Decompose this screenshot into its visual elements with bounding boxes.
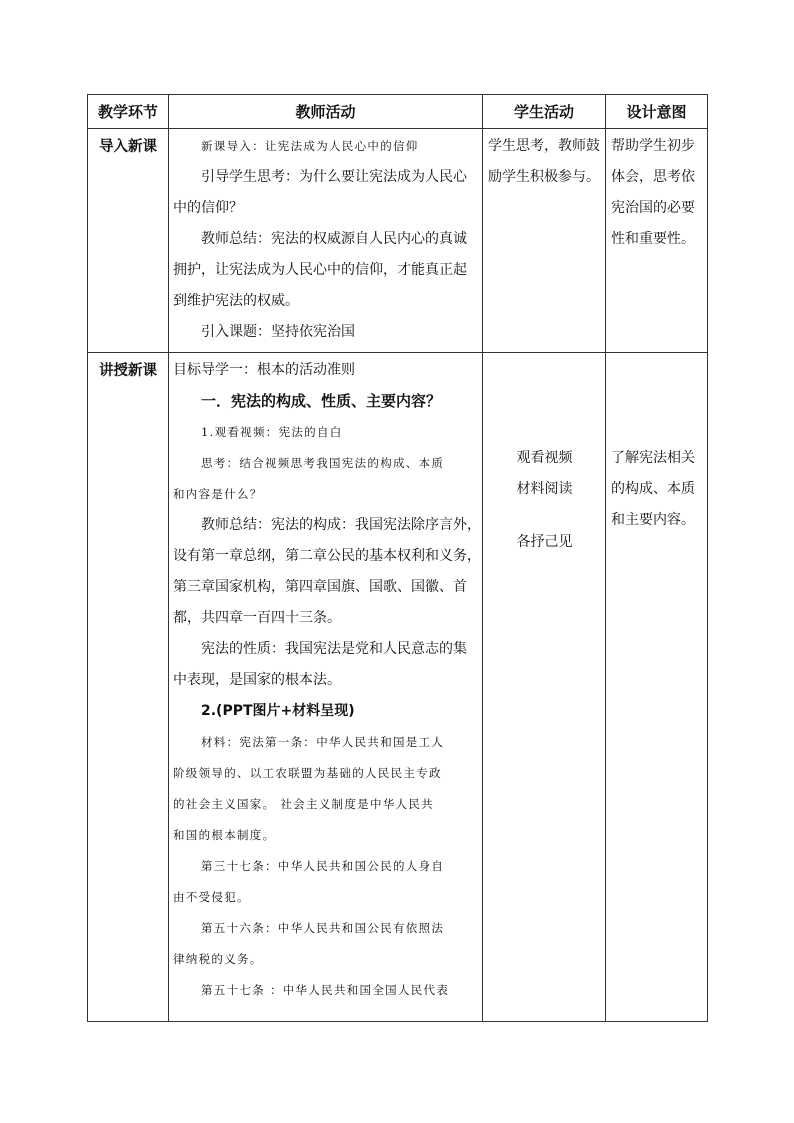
teacher-line: 2.(PPT图片+材料呈现)	[201, 703, 355, 719]
student-line: 学生思考，教师鼓	[488, 138, 600, 154]
teacher-line: 到维护宪法的权威。	[173, 293, 299, 309]
spacer	[488, 505, 601, 527]
header-stage: 教学环节	[88, 95, 169, 129]
teacher-line: 中的信仰？	[173, 200, 243, 216]
teacher-line: 中表现，是国家的根本法。	[173, 672, 341, 688]
teacher-line: 第五十七条 ：中华人民共和国全国人民代表	[201, 983, 450, 997]
teacher-line: 目标导学一：根本的活动准则	[173, 362, 355, 378]
teacher-line: 教师总结：宪法的构成：我国宪法除序言外，	[201, 517, 481, 533]
student-line: 材料阅读	[516, 481, 573, 497]
student-line: 各抒己见	[516, 534, 573, 550]
intent-line: 宪治国的必要	[611, 200, 695, 216]
teacher-activity-cell	[169, 129, 483, 353]
teacher-activity-cell	[169, 353, 483, 1022]
teacher-line: 的社会主义国家。 社会主义制度是中华人民共	[173, 797, 434, 811]
student-activity-cell	[483, 353, 606, 1022]
table-row	[88, 353, 708, 1022]
header-student-activity: 学生活动	[483, 95, 606, 129]
teacher-line: 第三章国家机构，第四章国旗、国歌、国徽、首	[173, 579, 467, 595]
design-intent-cell	[606, 129, 708, 353]
stage-cell: 导入新课	[88, 129, 169, 353]
teacher-line: 材料：宪法第一条：中华人民共和国是工人	[201, 735, 445, 749]
teacher-line: 引导学生思考：为什么要让宪法成为人民心	[201, 169, 467, 185]
intent-line: 体会，思考依	[611, 169, 695, 185]
design-intent-cell	[606, 353, 708, 1022]
student-activity-cell	[483, 129, 606, 353]
intent-line: 性和重要性。	[611, 231, 695, 247]
teacher-line: 引入课题：坚持依宪治国	[201, 324, 355, 340]
teacher-line: 第三十七条：中华人民共和国公民的人身自	[201, 859, 445, 873]
intent-line: 了解宪法相关	[611, 450, 695, 466]
stage-cell: 讲授新课	[88, 353, 169, 1022]
intent-line: 和主要内容。	[611, 512, 695, 528]
teacher-line: 设有第一章总纲，第二章公民的基本权利和义务，	[173, 548, 481, 564]
teacher-line: 拥护，让宪法成为人民心中的信仰，才能真正起	[173, 262, 467, 278]
teacher-line: 由不受侵犯。	[173, 890, 250, 904]
student-line: 观看视频	[516, 450, 573, 466]
lesson-plan-table	[87, 94, 708, 1022]
teacher-line: 都，共四章一百四十三条。	[173, 610, 341, 626]
header-row	[88, 95, 708, 129]
intent-line: 的构成、本质	[611, 481, 695, 497]
student-line: 励学生积极参与。	[488, 169, 600, 185]
teacher-line: 教师总结：宪法的权威源自人民内心的真诚	[201, 231, 467, 247]
teacher-line: 新课导入：让宪法成为人民心中的信仰	[201, 139, 419, 153]
teacher-line: 和内容是什么？	[173, 487, 263, 501]
teacher-line: 律纳税的义务。	[173, 952, 263, 966]
table-row	[88, 129, 708, 353]
teacher-line: 宪法的性质：我国宪法是党和人民意志的集	[201, 641, 467, 657]
header-teacher-activity: 教师活动	[169, 95, 483, 129]
teacher-line: 一．宪法的构成、性质、主要内容？	[201, 392, 442, 410]
teacher-line: 第五十六条：中华人民共和国公民有依照法	[201, 921, 445, 935]
teacher-line: 思考：结合视频思考我国宪法的构成、本质	[201, 456, 445, 470]
teacher-line: 阶级领导的、以工农联盟为基础的人民民主专政	[173, 766, 442, 780]
intent-line: 帮助学生初步	[611, 138, 695, 154]
header-design-intent: 设计意图	[606, 95, 708, 129]
teacher-line: 和国的根本制度。	[173, 828, 276, 842]
teacher-line: 1.观看视频：宪法的自白	[201, 425, 343, 439]
